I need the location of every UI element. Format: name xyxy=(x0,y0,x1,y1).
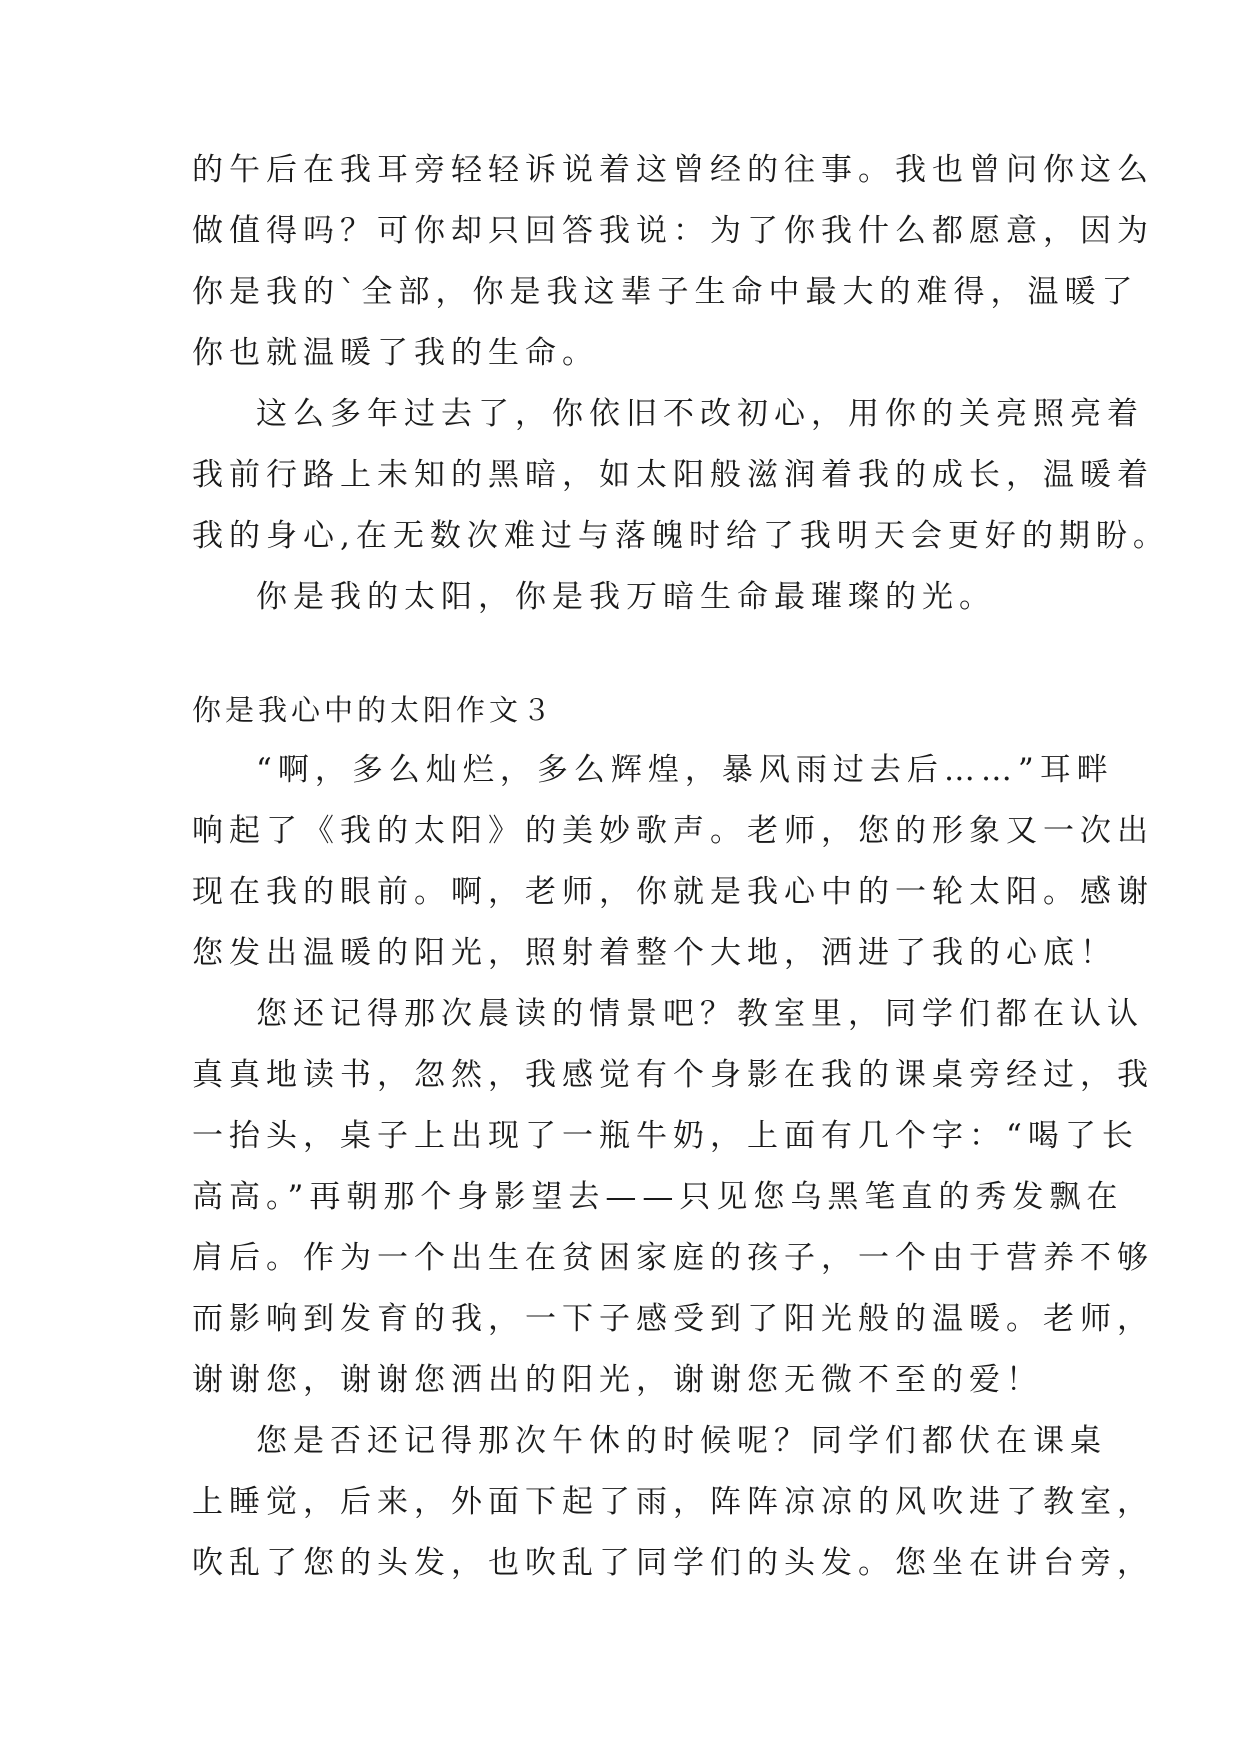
paragraph-start-line: 这么多年过去了，你依旧不改初心，用你的关亮照亮着 xyxy=(256,396,1144,432)
paragraph-start-line: 您是否还记得那次午休的时候呢？同学们都伏在课桌 xyxy=(256,1423,1107,1459)
text-line: 响起了《我的太阳》的美妙歌声。老师，您的形象又一次出 xyxy=(192,813,1154,849)
text-line: 谢谢您，谢谢您洒出的阳光，谢谢您无微不至的爱！ xyxy=(192,1362,1043,1398)
text-line: 的午后在我耳旁轻轻诉说着这曾经的往事。我也曾问你这么 xyxy=(192,152,1154,188)
text-line: 您发出温暖的阳光，照射着整个大地，洒进了我的心底！ xyxy=(192,935,1117,971)
text-line: 你是我的`全部，你是我这辈子生命中最大的难得，温暖了 xyxy=(192,274,1139,310)
paragraph-start-line: 你是我的太阳，你是我万暗生命最璀璨的光。 xyxy=(256,579,996,615)
text-line: 吹乱了您的头发，也吹乱了同学们的头发。您坐在讲台旁， xyxy=(192,1545,1154,1581)
text-line: 你也就温暖了我的生命。 xyxy=(192,335,599,371)
text-line: 而影响到发育的我，一下子感受到了阳光般的温暖。老师， xyxy=(192,1301,1154,1337)
text-line: 做值得吗？可你却只回答我说：为了你我什么都愿意，因为 xyxy=(192,213,1154,249)
text-line: 我前行路上未知的黑暗，如太阳般滋润着我的成长，温暖着 xyxy=(192,457,1154,493)
text-line: 高高。”再朝那个身影望去——只见您乌黑笔直的秀发飘在 xyxy=(192,1179,1124,1215)
text-line: 一抬头，桌子上出现了一瓶牛奶，上面有几个字：“喝了长 xyxy=(192,1118,1139,1154)
text-line: 现在我的眼前。啊，老师，你就是我心中的一轮太阳。感谢 xyxy=(192,874,1154,910)
text-line: 肩后。作为一个出生在贫困家庭的孩子，一个由于营养不够 xyxy=(192,1240,1154,1276)
section-heading: 你是我心中的太阳作文３ xyxy=(192,693,556,727)
text-line: 上睡觉，后来，外面下起了雨，阵阵凉凉的风吹进了教室， xyxy=(192,1484,1154,1520)
paragraph-start-line: “啊，多么灿烂，多么辉煌，暴风雨过去后……”耳畔 xyxy=(256,752,1114,788)
text-line: 真真地读书，忽然，我感觉有个身影在我的课桌旁经过，我 xyxy=(192,1057,1154,1093)
paragraph-start-line: 您还记得那次晨读的情景吧？教室里，同学们都在认认 xyxy=(256,996,1144,1032)
text-line: 我的身心,在无数次难过与落魄时给了我明天会更好的期盼。 xyxy=(192,518,1170,554)
